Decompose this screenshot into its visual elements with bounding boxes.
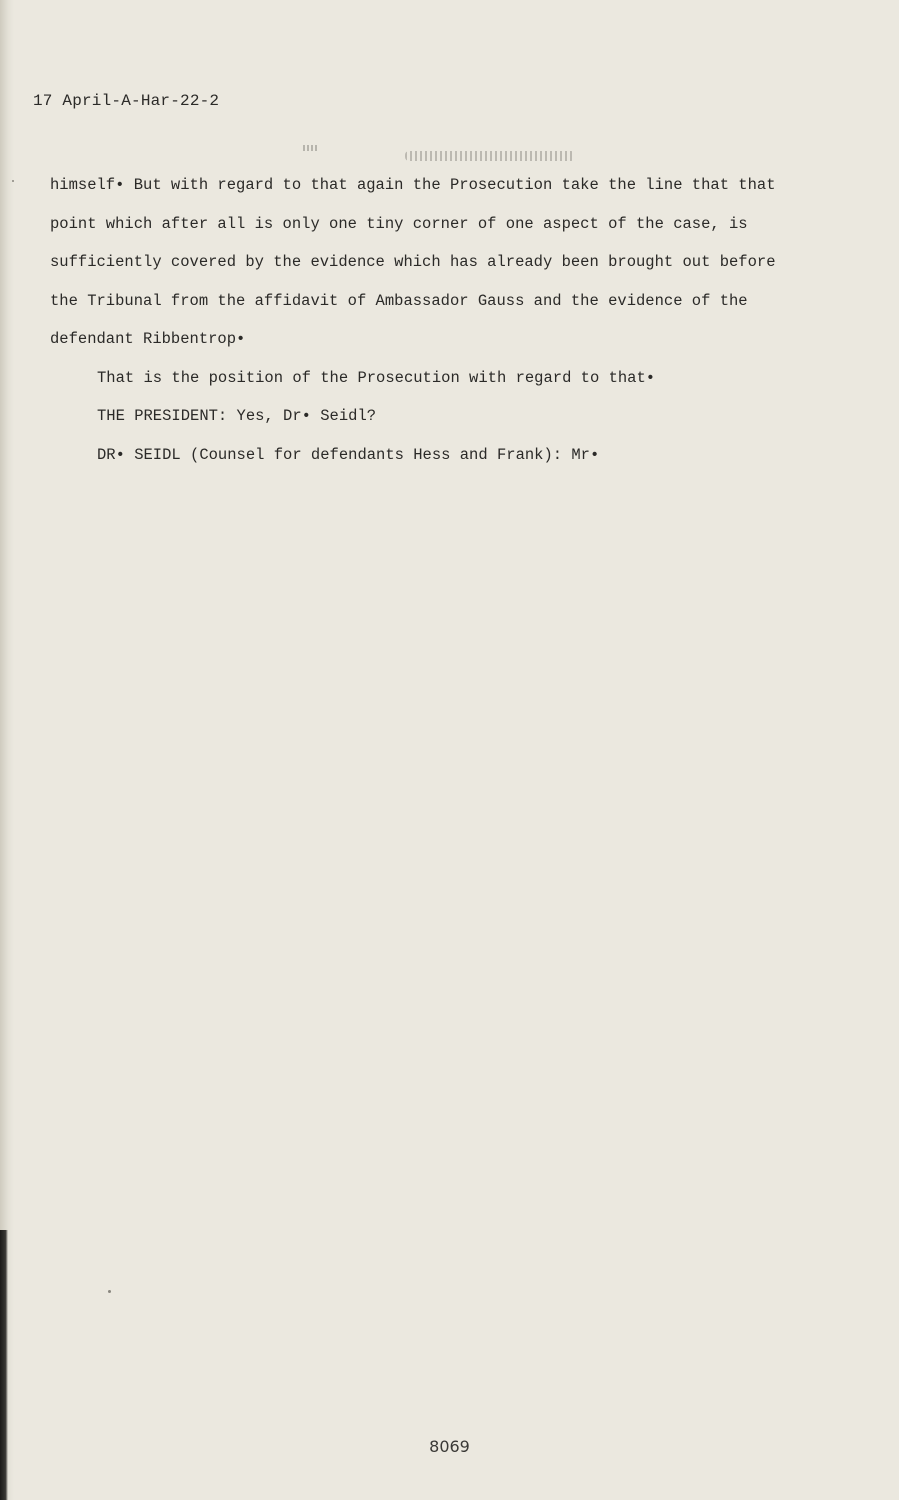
text-line: defendant Ribbentrop• — [50, 330, 246, 348]
ink-smudge — [303, 145, 317, 151]
page-number: 8069 — [429, 1437, 470, 1456]
text-line: sufficiently covered by the evidence which has already been brought out before — [50, 253, 776, 271]
speaker-line: DR• SEIDL (Counsel for defendants Hess and Frank): Mr• — [97, 445, 600, 464]
ink-smudge — [405, 151, 575, 161]
paper-fleck — [12, 180, 14, 182]
text-line: point which after all is only one tiny corner of one aspect of the case, is — [50, 214, 748, 233]
page-header: 17 April-A-Har-22-2 — [33, 92, 220, 110]
text-line: the Tribunal from the affidavit of Ambassador Gauss and the evidence of the — [50, 291, 748, 310]
text-line: himself• But with regard to that again the Prosecution take the line that that — [50, 176, 776, 194]
document-body — [50, 170, 840, 478]
speaker-line: THE PRESIDENT: Yes, Dr• Seidl? — [97, 407, 377, 425]
paper-fleck — [108, 1290, 111, 1293]
paragraph-text: That is the position of the Prosecution with regard to that• — [97, 368, 656, 387]
binding-edge — [0, 1230, 8, 1500]
